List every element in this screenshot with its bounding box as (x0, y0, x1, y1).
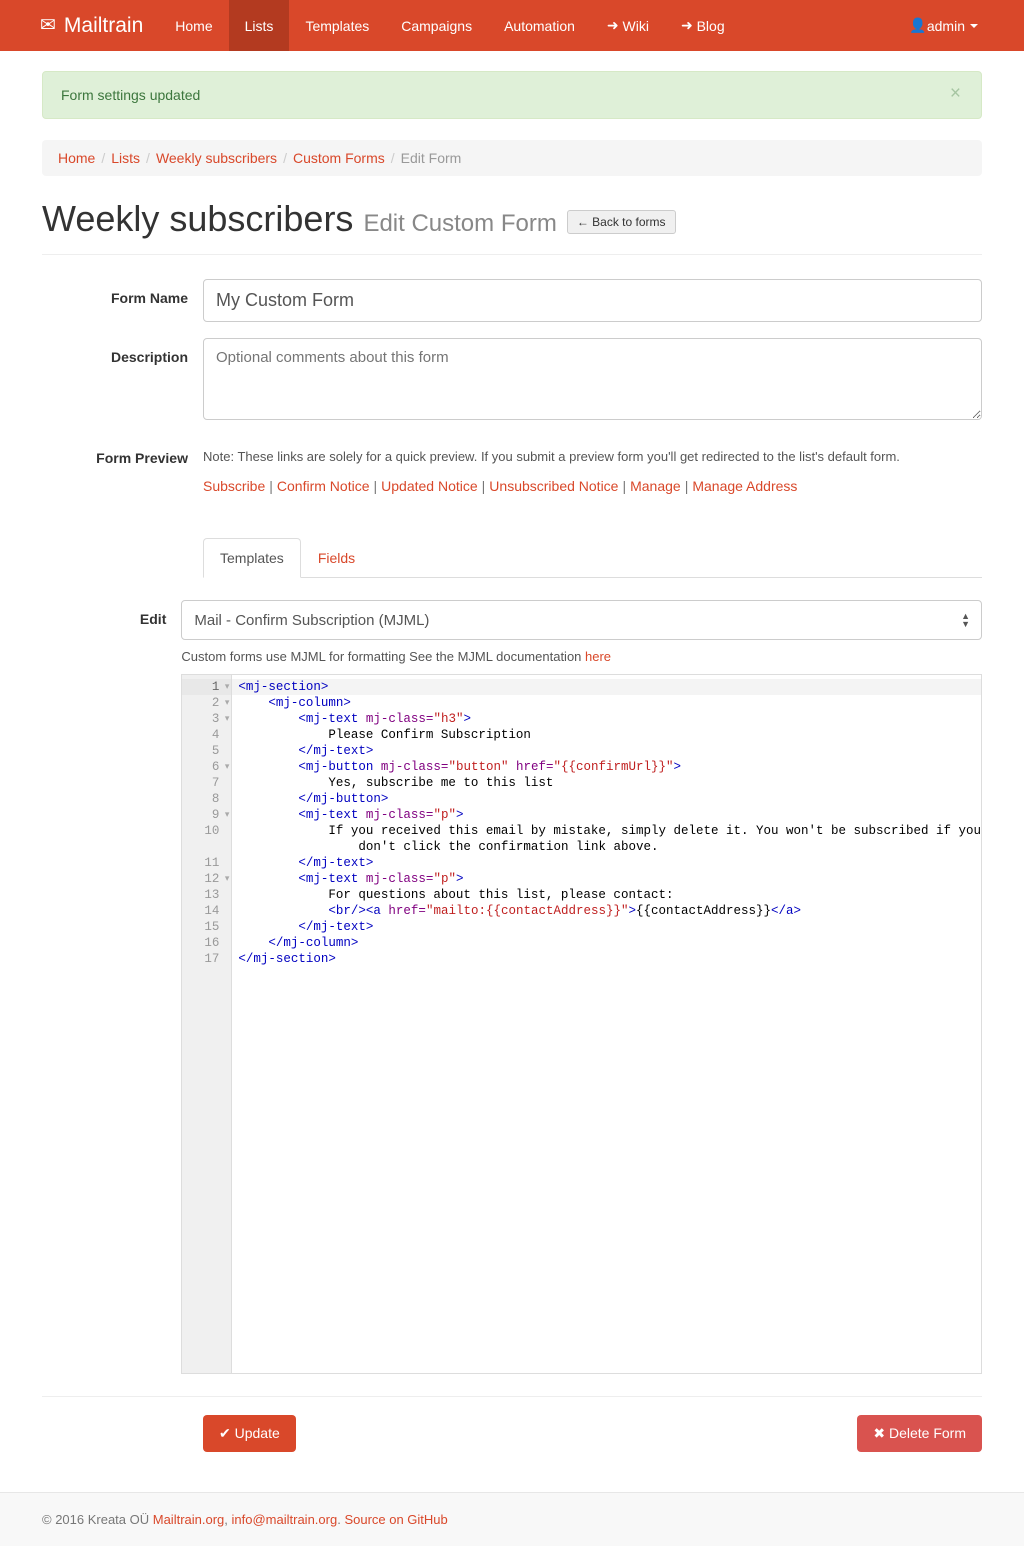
nav-label: Blog (696, 17, 725, 34)
status-alert (42, 71, 982, 119)
form-name-label: Form Name (110, 290, 188, 306)
editor-code-line: <mj-text mj-class="p"> (298, 808, 464, 822)
breadcrumb-current: Edit Form (400, 150, 462, 166)
form-description-field-wrap (203, 338, 982, 423)
preview-link-unsubscribed-notice[interactable]: Unsubscribed Notice (489, 478, 619, 494)
page-footer (0, 1492, 1024, 1546)
preview-link-updated-notice[interactable]: Updated Notice (381, 478, 478, 494)
editor-code-line: Please Confirm Subscription (328, 728, 531, 742)
footer-link-github[interactable]: Source on GitHub (344, 1512, 448, 1527)
editor-code[interactable] (232, 675, 981, 1373)
external-link-icon: ➜ (606, 17, 623, 33)
form-description-row (42, 338, 982, 423)
editor-line-number: 1 ▾ (182, 679, 231, 695)
check-icon: ✔ (219, 1425, 231, 1441)
update-label: Update (234, 1425, 280, 1441)
form-preview-label: Form Preview (96, 450, 188, 466)
editor-code-line: <mj-column> (268, 696, 351, 710)
title-divider (42, 254, 982, 255)
form-preview-field-wrap (203, 439, 982, 494)
chevron-down-icon (970, 24, 978, 28)
footer-container (42, 1512, 982, 1527)
page-title-main: Weekly subscribers (42, 198, 354, 239)
close-icon[interactable]: × (944, 83, 967, 104)
editor-code-line: If you received this email by mistake, simply delete it. You won't be subscribed if you (328, 824, 981, 838)
nav-item-home[interactable] (159, 0, 228, 51)
link-separator: | (269, 478, 273, 494)
update-button[interactable] (203, 1415, 296, 1452)
top-navbar (0, 0, 1024, 51)
fold-toggle-icon[interactable]: ▾ (224, 682, 230, 692)
template-select[interactable] (181, 600, 982, 640)
fold-toggle-icon[interactable]: ▾ (224, 762, 230, 772)
nav-label: Automation (504, 17, 575, 34)
editor-code-line: Yes, subscribe me to this list (328, 776, 554, 790)
breadcrumb-item-home[interactable]: Home (58, 150, 96, 166)
breadcrumb-separator: / (283, 150, 287, 166)
editor-gutter (182, 675, 232, 1373)
nav-item-lists[interactable] (229, 0, 290, 51)
tabs-block (203, 538, 982, 578)
nav-items (159, 0, 740, 51)
fold-toggle-icon[interactable]: ▾ (224, 810, 230, 820)
tab-fields-link[interactable]: Fields (317, 550, 356, 566)
preview-link-manage-address[interactable]: Manage Address (692, 478, 798, 494)
nav-label: Wiki (622, 17, 649, 34)
breadcrumb-separator: / (101, 150, 106, 166)
preview-link-manage[interactable]: Manage (630, 478, 681, 494)
breadcrumb (42, 140, 982, 176)
nav-label: Templates (305, 17, 370, 34)
form-preview-links (203, 464, 982, 494)
fold-toggle-icon[interactable]: ▾ (224, 714, 230, 724)
editor-line-number: 13 (204, 888, 220, 902)
editor-line-number: 12 ▾ (204, 872, 230, 886)
editor-line-number: 16 (204, 936, 220, 950)
action-buttons (42, 1415, 982, 1452)
template-select-wrap (181, 600, 982, 640)
editor-line-number: 14 (204, 904, 220, 918)
editor-code-line: </mj-column> (268, 936, 359, 950)
editor-line-number: 7 (211, 776, 220, 790)
tab-templates-link[interactable]: Templates (203, 538, 301, 578)
nav-right (899, 0, 1024, 51)
user-label: admin (926, 17, 965, 34)
user-menu[interactable] (899, 17, 988, 34)
page-title-sub: Edit Custom Form (363, 210, 557, 237)
editor-code-line: </mj-section> (238, 952, 336, 966)
mjml-note-text: Custom forms use MJML for formatting See the MJML documentation (181, 649, 586, 664)
external-link-icon: ➜ (680, 17, 697, 33)
nav-item-blog[interactable] (665, 0, 741, 51)
editor-line-number: 15 (204, 920, 220, 934)
nav-item-automation[interactable] (488, 0, 591, 51)
footer-link-email[interactable]: info@mailtrain.org (231, 1512, 338, 1527)
form-preview-row (42, 439, 982, 494)
code-editor[interactable] (181, 674, 982, 1374)
tab-templates[interactable] (203, 538, 301, 578)
breadcrumb-item-lists[interactable]: Lists (111, 150, 141, 166)
breadcrumb-separator: / (390, 150, 395, 166)
editor-line-number: 3 ▾ (211, 712, 230, 726)
delete-label: Delete Form (888, 1425, 966, 1441)
nav-label: Home (175, 17, 213, 34)
brand-logo[interactable] (0, 0, 159, 51)
editor-line-number: 11 (204, 856, 220, 870)
editor-code-line: <mj-button mj-class="button" href="{{confirmUrl}}"> (298, 760, 682, 774)
footer-sep: . (337, 1512, 345, 1527)
link-separator: | (622, 478, 627, 494)
edit-template-row (42, 600, 982, 1374)
mjml-note (181, 649, 982, 664)
nav-item-campaigns[interactable] (385, 0, 488, 51)
nav-label: Campaigns (401, 17, 473, 34)
form-name-input[interactable] (203, 279, 982, 322)
nav-item-templates[interactable] (289, 0, 385, 51)
editor-line-number: 10 (204, 824, 220, 838)
editor-code-line: don't click the confirmation link above. (358, 840, 659, 854)
envelope-icon: ✉ (40, 15, 56, 36)
editor-line-number: 17 (204, 952, 220, 966)
form-description-label: Description (110, 349, 188, 365)
editor-code-line: <mj-text mj-class="h3"> (298, 712, 471, 726)
page-title (42, 198, 982, 240)
brand-label: Mailtrain (63, 13, 144, 37)
edit-label: Edit (139, 611, 167, 627)
link-separator: | (684, 478, 689, 494)
form-name-field-wrap (203, 279, 982, 322)
alert-message: Form settings updated (61, 87, 201, 103)
nav-item-wiki[interactable] (591, 0, 665, 51)
link-separator: | (481, 478, 486, 494)
editor-code-line: </mj-text> (298, 856, 374, 870)
editor-line-number: 4 (211, 728, 220, 742)
editor-line-number: 6 ▾ (211, 760, 230, 774)
tab-list (203, 538, 982, 578)
delete-form-button[interactable] (857, 1415, 982, 1452)
back-to-forms-button[interactable]: ← Back to forms (567, 210, 676, 234)
footer-sep: , (224, 1512, 232, 1527)
breadcrumb-item-custom-forms[interactable]: Custom Forms (292, 150, 385, 166)
times-icon: ✖ (873, 1425, 886, 1441)
preview-link-subscribe[interactable]: Subscribe (203, 478, 266, 494)
select-updown-icon: ▲ ▼ (961, 611, 970, 629)
page-container (42, 71, 982, 1452)
editor-code-line: </mj-text> (298, 744, 374, 758)
footer-link-mailtrain[interactable]: Mailtrain.org (152, 1512, 225, 1527)
editor-line-number: 8 (211, 792, 220, 806)
footer-copyright: © 2016 Kreata OÜ (42, 1512, 153, 1527)
edit-field-wrap (181, 600, 982, 1374)
preview-link-confirm-notice[interactable]: Confirm Notice (276, 478, 370, 494)
editor-code-line: </mj-button> (298, 792, 389, 806)
breadcrumb-separator: / (146, 150, 150, 166)
form-preview-note: Note: These links are solely for a quick preview. If you submit a preview form you'll get redirected to the list's default form. (203, 449, 900, 464)
actions-divider (42, 1396, 982, 1397)
editor-code-line: <br/><a href="mailto:{{contactAddress}}">{{contactAddress}}</a> (328, 904, 802, 918)
tab-fields[interactable] (301, 538, 372, 578)
form-description-input[interactable] (203, 338, 982, 420)
user-icon: 👤 (909, 17, 927, 33)
form-name-row (42, 279, 982, 322)
editor-line-number: 2 ▾ (211, 696, 230, 710)
editor-line-number: 9 ▾ (211, 808, 230, 822)
editor-code-line: </mj-text> (298, 920, 374, 934)
editor-line-number: 5 (211, 744, 220, 758)
nav-label: Lists (244, 17, 274, 34)
editor-line-number (182, 839, 231, 855)
fold-toggle-icon[interactable]: ▾ (224, 874, 230, 884)
fold-toggle-icon[interactable]: ▾ (224, 698, 230, 708)
breadcrumb-item-list[interactable]: Weekly subscribers (155, 150, 278, 166)
editor-code-line: For questions about this list, please contact: (328, 888, 674, 902)
mjml-docs-link[interactable]: here (585, 649, 612, 664)
editor-code-line: <mj-section> (232, 679, 981, 695)
editor-code-line: <mj-text mj-class="p"> (298, 872, 464, 886)
link-separator: | (373, 478, 378, 494)
